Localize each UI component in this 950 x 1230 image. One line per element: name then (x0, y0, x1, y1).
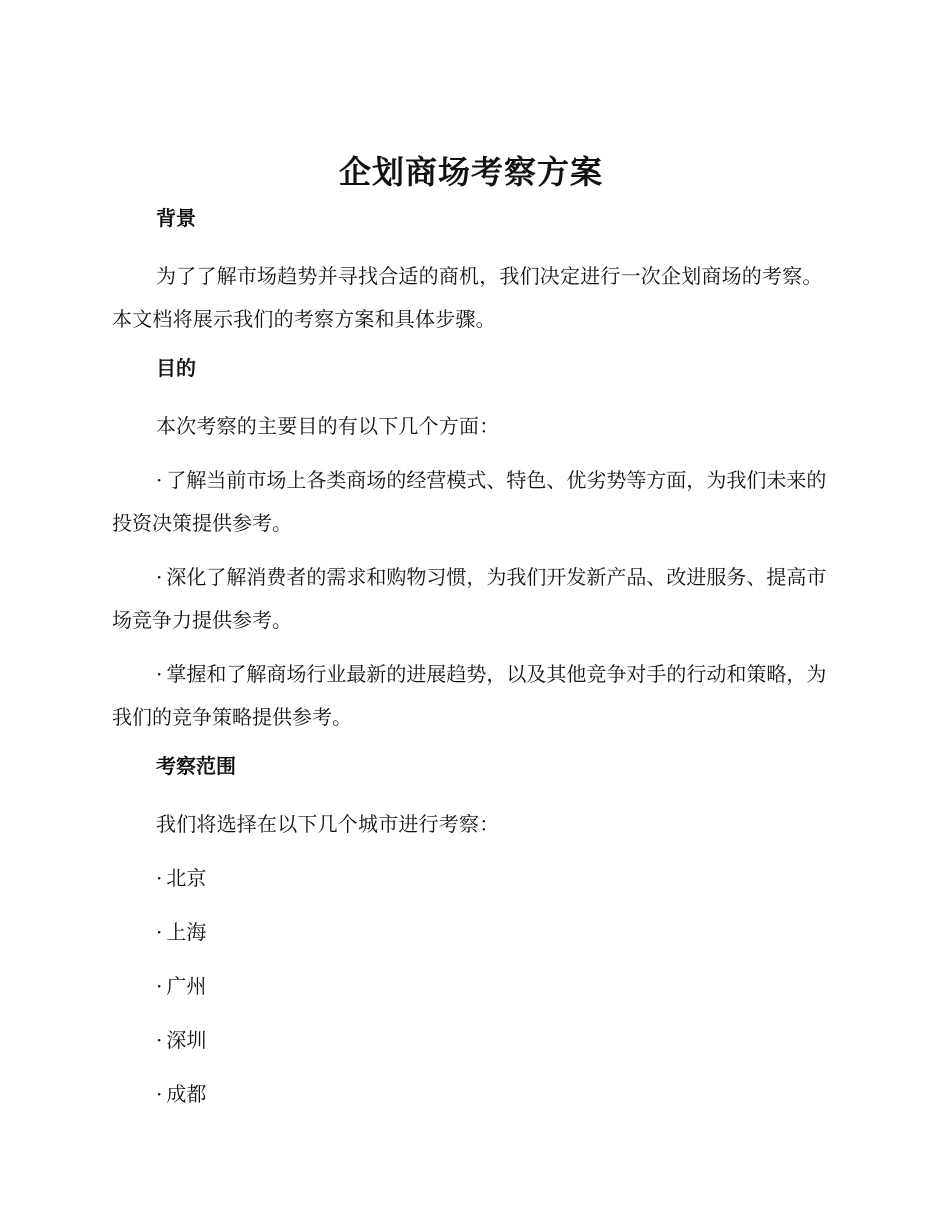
city-name: 上海 (166, 920, 207, 944)
city-item (112, 1019, 830, 1062)
purpose-bullet (112, 556, 830, 642)
document-title: 企划商场考察方案 (338, 153, 603, 191)
city-name: 广州 (166, 974, 207, 998)
background-paragraph: 为了了解市场趋势并寻找合适的商机，我们决定进行一次企划商场的考察。本文档将展示我们的考察方案和具体步骤。 (112, 264, 823, 331)
bullet-icon: · (156, 974, 163, 998)
city-name: 北京 (166, 866, 207, 890)
purpose-bullet-text: 了解当前市场上各类商场的经营模式、特色、优劣势等方面，为我们未来的投资决策提供参考。 (112, 468, 827, 535)
purpose-bullet (112, 653, 830, 739)
purpose-bullet (112, 459, 830, 545)
bullet-icon: · (156, 1028, 163, 1052)
city-item (112, 965, 830, 1008)
city-item (112, 857, 830, 900)
city-item (112, 1073, 830, 1116)
scope-intro: 我们将选择在以下几个城市进行考察： (156, 812, 500, 836)
section-heading-purpose: 目的 (156, 356, 196, 380)
bullet-icon: · (156, 662, 163, 686)
city-item (112, 911, 830, 954)
purpose-bullet-text: 掌握和了解商场行业最新的进展趋势，以及其他竞争对手的行动和策略，为我们的竞争策略提供参考。 (112, 662, 827, 729)
section-heading-background: 背景 (156, 206, 196, 230)
section-heading-scope: 考察范围 (156, 754, 236, 778)
bullet-icon: · (156, 920, 163, 944)
purpose-intro: 本次考察的主要目的有以下几个方面： (156, 414, 500, 438)
city-name: 深圳 (166, 1028, 207, 1052)
bullet-icon: · (156, 565, 163, 589)
bullet-icon: · (156, 1082, 163, 1106)
city-name: 成都 (166, 1082, 207, 1106)
purpose-bullet-text: 深化了解消费者的需求和购物习惯，为我们开发新产品、改进服务、提高市场竞争力提供参考。 (112, 565, 827, 632)
bullet-icon: · (156, 866, 163, 890)
bullet-icon: · (156, 468, 163, 492)
